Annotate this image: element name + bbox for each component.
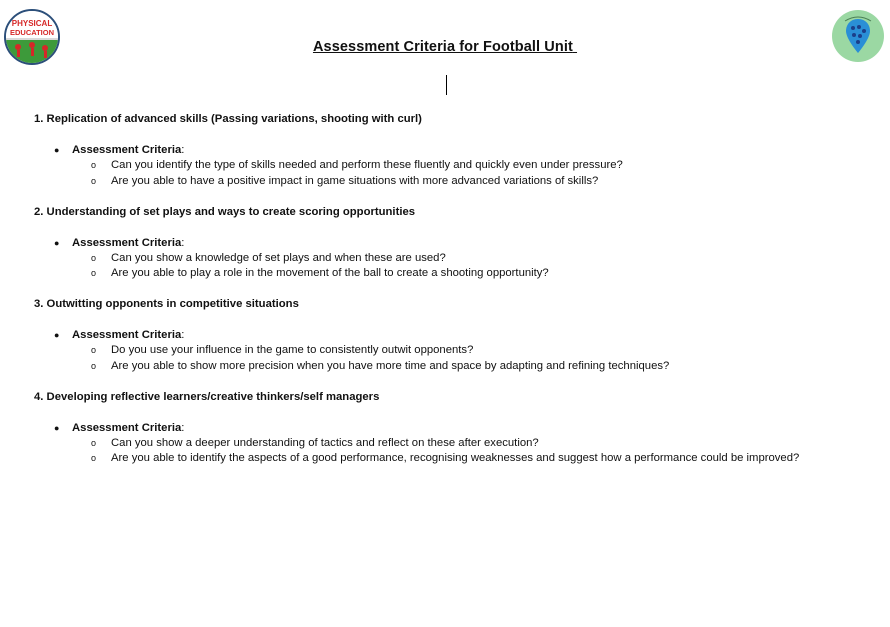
question-text: Are you able to play a role in the movement of the ball to create a shooting opportunity? [111,267,549,279]
question-item [34,174,884,190]
criteria-label: Assessment Criteria [72,144,182,156]
section-heading: 4. Developing reflective learners/creative thinkers/self managers [34,390,380,403]
section-1 [34,111,884,204]
bullet-icon: ● [54,145,60,155]
bullet-icon: ● [54,237,60,248]
circle-bullet-icon: o [91,252,97,263]
criteria-label: Assessment Criteria [72,329,182,341]
criteria-row: ● Assessment Criteria: [54,236,185,249]
section-4 [34,389,884,467]
section-heading: 2. Understanding of set plays and ways to create scoring opportunities [34,205,416,218]
logo-text-line1: PHYSICAL [11,19,53,28]
question-item [34,158,884,174]
question-item [34,359,884,375]
logo-text-line2: EDUCATION [9,28,55,37]
question-text: Are you able to have a positive impact in game situations with more advanced variations of skills? [111,174,599,187]
page-title [0,39,890,55]
criteria-label: Assessment Criteria [72,421,182,434]
circle-bullet-icon: o [91,360,97,371]
question-item [34,251,884,267]
section-2 [34,204,884,297]
circle-bullet-icon: o [91,268,97,278]
question-item [34,266,884,282]
criteria-row: ● Assessment Criteria: [54,421,185,434]
question-item [34,451,884,467]
section-3 [34,296,884,389]
circle-bullet-icon: o [91,437,97,448]
question-text: Are you able to show more precision when you have more time and space by adapting and refining techniques? [111,359,670,372]
criteria-label: Assessment Criteria [72,236,182,249]
circle-bullet-icon: o [91,345,97,355]
question-item [34,436,884,452]
question-item [34,343,884,359]
bullet-icon: ● [54,422,60,433]
page-title-text: Assessment Criteria for Football Unit [312,39,573,55]
circle-bullet-icon: o [91,453,97,463]
section-heading: 1. Replication of advanced skills (Passing variations, shooting with curl) [34,113,422,125]
circle-bullet-icon: o [91,175,97,186]
text-cursor [446,75,447,95]
question-text: Can you identify the type of skills needed and perform these fluently and quickly even under pressure? [111,159,623,171]
question-text: Are you able to identify the aspects of a good performance, recognising weaknesses and suggest how a performance could be improved? [111,452,800,464]
question-text: Do you use your influence in the game to consistently outwit opponents? [111,344,474,356]
criteria-row: ● Assessment Criteria: [54,329,185,341]
question-text: Can you show a deeper understanding of tactics and reflect on these after execution? [111,436,539,449]
section-heading: 3. Outwitting opponents in competitive situations [34,298,299,310]
circle-bullet-icon: o [91,160,97,170]
bullet-icon: ● [54,330,60,340]
criteria-row: ● Assessment Criteria: [54,144,185,156]
criteria-list [34,111,884,467]
physical-education-logo [4,9,60,65]
question-text: Can you show a knowledge of set plays and when these are used? [111,251,446,264]
